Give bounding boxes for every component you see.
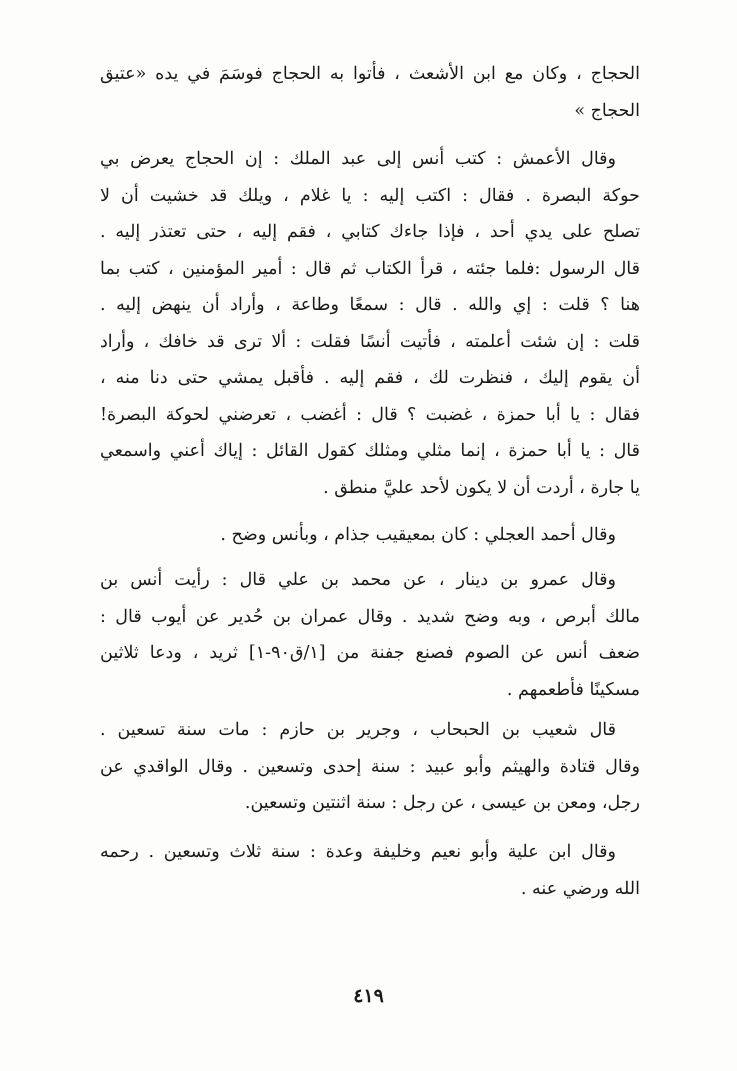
text-line: وقال قتادة والهيثم وأبو عبيد : سنة إحدى وتسعين . وقال الواقدي عن <box>100 756 640 777</box>
text-line: تصلح على يدي أحد ، فإذا جاءك كتابي ، فقم إليه ، حتى تعتذر إليه . <box>100 222 640 242</box>
text-line: وقال عمرو بن دينار ، عن محمد بن علي قال : رأيت أنس بن <box>100 570 616 590</box>
text-line: حوكة البصرة . فقال : اكتب إليه : يا غلام ، ويلك قد خشيت أن لا <box>100 185 640 206</box>
paragraph-2 <box>100 141 640 506</box>
text-line: رجل، ومعن بن عيسى ، عن رجل : سنة اثنتين وتسعين. <box>244 793 640 813</box>
text-line: مسكينًا فأطعمهم . <box>506 679 640 700</box>
text-line: فقال : يا أبا حمزة ، غضبت ؟ قال : أغضب ، تعرضني لحوكة البصرة! <box>100 404 640 425</box>
text-line: أن يقوم إليك ، فنظرت لك ، فقم إليه . فأقبل يمشي حتى دنا منه ، <box>100 368 640 388</box>
text-line: الحجاج » <box>574 100 640 121</box>
paragraph-3 <box>100 517 640 554</box>
text-line: وقال أحمد العجلي : كان بمعيقيب جذام ، وبأنس وضح . <box>220 525 616 545</box>
paragraph-4 <box>100 562 640 708</box>
text-line: الحجاج ، وكان مع ابن الأشعث ، فأتوا به الحجاج فوسَمَ في يده «عتيق <box>100 64 640 84</box>
text-line: يا جارة ، أردت أن لا يكون لأحد عليَّ منطق . <box>323 477 640 498</box>
text-line: ضعف أنس عن الصوم فصنع جفنة من [١/ق٩٠-١] ثريد ، ودعا ثلاثين <box>100 643 640 663</box>
text-line: قال : يا أبا حمزة ، إنما مثلي ومثلك كقول القائل : إياك أعني واسمعي <box>100 441 640 461</box>
paragraph-6 <box>100 834 640 907</box>
text-line: قلت : إن شئت أعلمته ، فأتيت أنسًا فقلت : ألا ترى قد خافك ، وأراد <box>100 331 640 352</box>
paragraph-1 <box>100 56 640 129</box>
page-number: ٤١٩ <box>353 985 384 1007</box>
text-line: قال شعيب بن الحبحاب ، وجرير بن حازم : مات سنة تسعين . <box>100 720 616 740</box>
paragraph-5 <box>100 712 640 822</box>
text-line: وقال ابن علية وأبو نعيم وخليفة وعدة : سنة ثلاث وتسعين . رحمه <box>100 842 616 862</box>
text-line: وقال الأعمش : كتب أنس إلى عبد الملك : إن الحجاج يعرض بي <box>100 149 616 169</box>
text-line: الله ورضي عنه . <box>520 878 640 899</box>
text-line: قال الرسول :فلما جئته ، قرأ الكتاب ثم قال : أمير المؤمنين ، كتب بما <box>100 258 640 279</box>
text-line: مالك أبرص ، وبه وضح شديد . وقال عمران بن حُدير عن أيوب قال : <box>100 606 640 627</box>
text-line: هنا ؟ قلت : إي والله . قال : سمعًا وطاعة ، وأراد أن ينهض إليه . <box>100 295 640 315</box>
